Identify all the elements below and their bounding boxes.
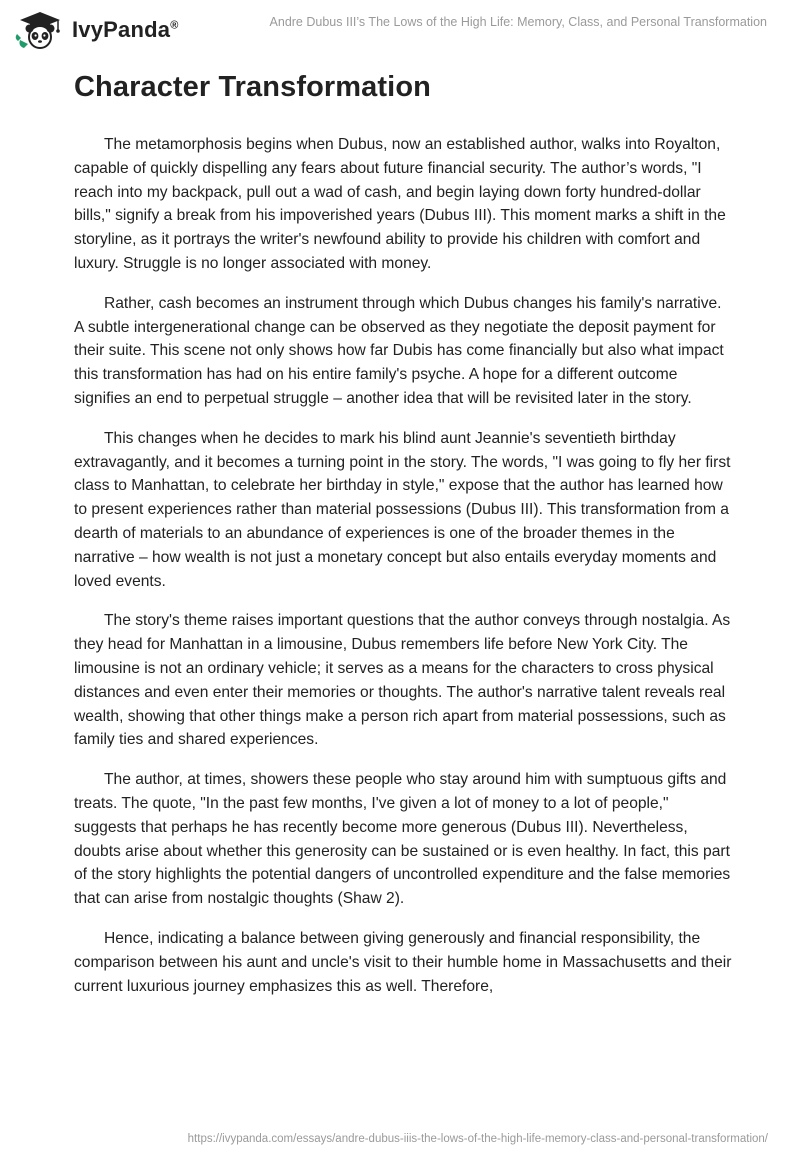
brand-logo[interactable] bbox=[14, 10, 179, 50]
page-header bbox=[0, 0, 800, 60]
paragraph: The metamorphosis begins when Dubus, now an established author, walks into Royalton, capable of quickly dispelling any fears about future financial security. The author’s words, "I reach into my backpack, pull out a wad of cash, and begin laying down forty hundred-dollar bills," signify a break from his impoverished years (Dubus III). This moment marks a shift in the storyline, as it portrays the writer's newfound ability to provide his children with comfort and luxury. Struggle is no longer associated with money. bbox=[74, 136, 726, 272]
panda-graduate-logo-icon bbox=[14, 10, 66, 50]
paragraph: The story's theme raises important questions that the author conveys through nostalgia. As they head for Manhattan in a limousine, Dubus remembers life before New York City. The limousine is not an ordinary vehicle; it serves as a means for the characters to cross physical distances and even enter their memories or thoughts. The author's narrative talent reveals real wealth, showing that other things make a person rich apart from material possessions, such as family ties and shared experiences. bbox=[74, 612, 731, 749]
paragraph: The author, at times, showers these people who stay around him with sumptuous gifts and treats. The quote, "In the past few months, I've given a lot of money to a lot of people," suggests that perhaps he has recently become more generous (Dubus III). Nevertheless, doubts arise about whether this generosity can be sustained or is even healthy. In fact, this part of the story highlights the potential dangers of uncontrolled expenditure and the false memories that can arise from nostalgic thoughts (Shaw 2). bbox=[74, 771, 731, 908]
document-title: Andre Dubus III’s The Lows of the High Life: Memory, Class, and Personal Transformation bbox=[269, 15, 767, 29]
paragraph: Hence, indicating a balance between giving generously and financial responsibility, the comparison between his aunt and uncle's visit to their humble home in Massachusetts and their current luxurious journey emphasizes this as well. Therefore, bbox=[74, 929, 732, 995]
paragraph: This changes when he decides to mark his blind aunt Jeannie's seventieth birthday extravagantly, and it becomes a turning point in the story. The words, "I was going to fly her first class to Manhattan, to celebrate her birthday in style," expose that the author has learned how to present experiences rather than material possessions (Dubus III). This transformation from a dearth of materials to an abundance of experiences is one of the broader themes in the narrative – how wealth is not just a monetary concept but also entails everyday moments and loved events. bbox=[74, 429, 731, 590]
brand-name: IvyPanda® bbox=[72, 17, 179, 42]
section-heading: Character Transformation bbox=[74, 71, 431, 103]
paragraph: Rather, cash becomes an instrument through which Dubus changes his family's narrative. A subtle intergenerational change can be observed as they negotiate the deposit payment for their suite. This scene not only shows how far Dubis has come financially but also what impact this transformation has had on his entire family's psyche. A hope for a different outcome signifies an end to perpetual struggle – another idea that will be revisited later in the story. bbox=[74, 294, 724, 407]
source-url[interactable]: https://ivypanda.com/essays/andre-dubus-iiis-the-lows-of-the-high-life-memory-class-and-personal-transformation/ bbox=[187, 1133, 768, 1145]
article-body bbox=[74, 133, 734, 1014]
